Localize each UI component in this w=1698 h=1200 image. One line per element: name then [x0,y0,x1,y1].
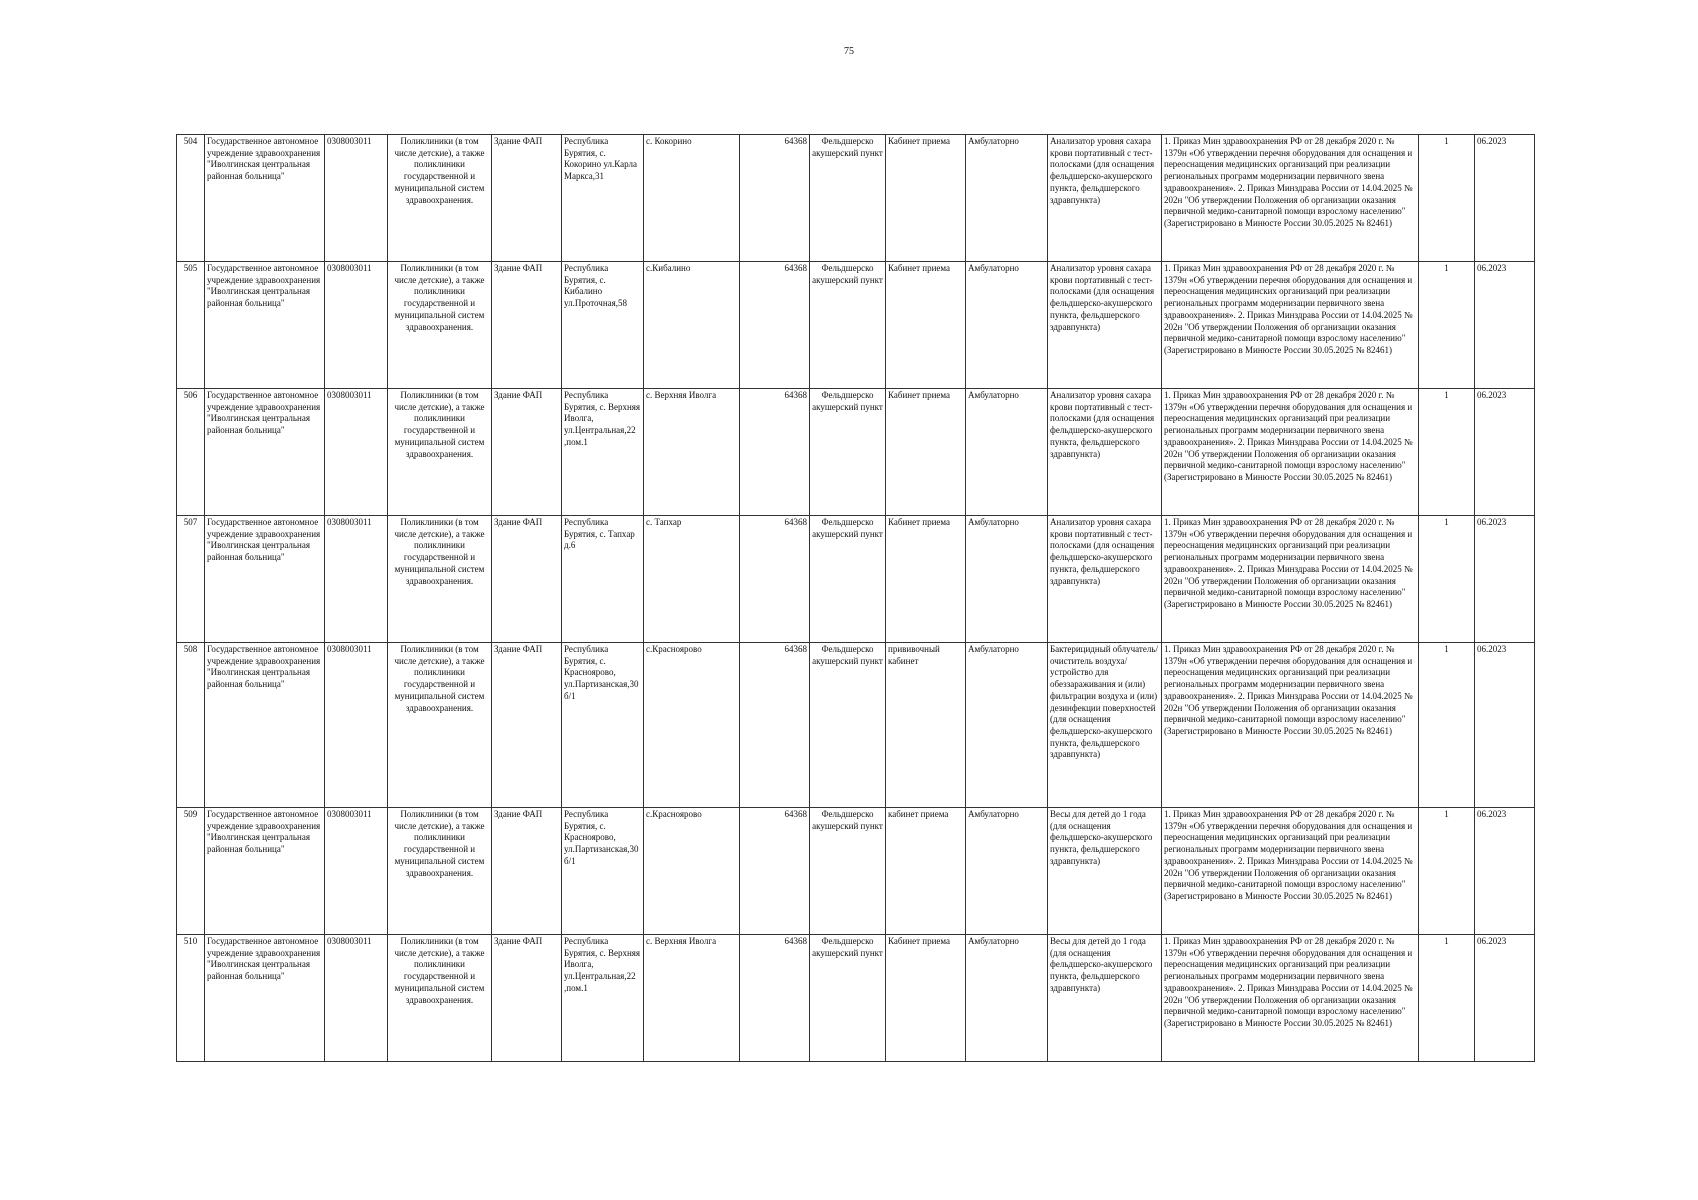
date-cell: 06.2023 [1475,516,1535,643]
code-cell: 0308003011 [325,389,388,516]
table-row [177,516,1535,643]
facility-type-cell: Поликлиники (в том числе детские), а также поликлиники государственной и муниципальной систем здравоохранения. [388,935,492,1062]
legal-basis-cell: 1. Приказ Мин здравоохранения РФ от 28 декабря 2020 г. № 1379н «Об утверждении перечня оборудования для оснащения и переоснащения медицинских организаций при реализации региональных программ модернизации первичного звена здравоохранения». 2. Приказ Минздрава России от 14.04.2025 № 202н "Об утверждении Положения об организации оказания первичной медико-санитарной помощи взрослому населению" (Зарегистрировано в Минюсте России 30.05.2025 № 82461) [1162,643,1419,808]
organization-cell: Государственное автономное учреждение здравоохранения "Иволгинская центральная районная больница" [205,935,325,1062]
address-cell: Республика Бурятия, с. Красноярово, ул.Партизанская,30 б/1 [562,643,644,808]
row-number-cell: 510 [177,935,205,1062]
equipment-cell: Анализатор уровня сахара крови портативный с тест-полосками (для оснащения фельдшерско-акушерского пункта, фельдшерского здравпункта) [1048,389,1162,516]
quantity-cell: 1 [1419,935,1475,1062]
equipment-cell: Весы для детей до 1 года (для оснащения фельдшерско-акушерского пункта, фельдшерского здравпункта) [1048,935,1162,1062]
settlement-cell: с.Кибалино [644,262,740,389]
settlement-cell: с. Тапхар [644,516,740,643]
building-cell: Здание ФАП [492,516,562,643]
oktmo-cell: 64368 [740,808,810,935]
equipment-cell: Анализатор уровня сахара крови портативный с тест-полосками (для оснащения фельдшерско-акушерского пункта, фельдшерского здравпункта) [1048,135,1162,262]
legal-basis-cell: 1. Приказ Мин здравоохранения РФ от 28 декабря 2020 г. № 1379н «Об утверждении перечня оборудования для оснащения и переоснащения медицинских организаций при реализации региональных программ модернизации первичного звена здравоохранения». 2. Приказ Минздрава России от 14.04.2025 № 202н "Об утверждении Положения об организации оказания первичной медико-санитарной помощи взрослому населению" (Зарегистрировано в Минюсте России 30.05.2025 № 82461) [1162,135,1419,262]
room-cell: Кабинет приема [886,516,966,643]
building-cell: Здание ФАП [492,935,562,1062]
oktmo-cell: 64368 [740,516,810,643]
room-cell: Кабинет приема [886,135,966,262]
conditions-cell: Амбулаторно [966,808,1048,935]
building-cell: Здание ФАП [492,808,562,935]
address-cell: Республика Бурятия, с. Верхняя Иволга, ул.Центральная,22 ,пом.1 [562,389,644,516]
settlement-cell: с.Красноярово [644,808,740,935]
code-cell: 0308003011 [325,516,388,643]
organization-cell: Государственное автономное учреждение здравоохранения "Иволгинская центральная районная больница" [205,389,325,516]
building-cell: Здание ФАП [492,643,562,808]
table-row [177,389,1535,516]
oktmo-cell: 64368 [740,262,810,389]
conditions-cell: Амбулаторно [966,643,1048,808]
quantity-cell: 1 [1419,643,1475,808]
room-cell: Кабинет приема [886,935,966,1062]
row-number-cell: 505 [177,262,205,389]
conditions-cell: Амбулаторно [966,935,1048,1062]
facility-type-cell: Поликлиники (в том числе детские), а также поликлиники государственной и муниципальной систем здравоохранения. [388,516,492,643]
unit-cell: Фельдшерско акушерский пункт [810,643,886,808]
date-cell: 06.2023 [1475,808,1535,935]
address-cell: Республика Бурятия, с. Тапхар д.6 [562,516,644,643]
row-number-cell: 506 [177,389,205,516]
date-cell: 06.2023 [1475,643,1535,808]
table-row [177,643,1535,808]
settlement-cell: с. Верхняя Иволга [644,389,740,516]
unit-cell: Фельдшерско акушерский пункт [810,935,886,1062]
address-cell: Республика Бурятия, с. Верхняя Иволга, ул.Центральная,22 ,пом.1 [562,935,644,1062]
oktmo-cell: 64368 [740,935,810,1062]
facility-type-cell: Поликлиники (в том числе детские), а также поликлиники государственной и муниципальной систем здравоохранения. [388,135,492,262]
settlement-cell: с.Красноярово [644,643,740,808]
code-cell: 0308003011 [325,643,388,808]
table-row [177,935,1535,1062]
conditions-cell: Амбулаторно [966,135,1048,262]
organization-cell: Государственное автономное учреждение здравоохранения "Иволгинская центральная районная больница" [205,643,325,808]
quantity-cell: 1 [1419,808,1475,935]
conditions-cell: Амбулаторно [966,516,1048,643]
room-cell: Кабинет приема [886,262,966,389]
building-cell: Здание ФАП [492,135,562,262]
date-cell: 06.2023 [1475,135,1535,262]
organization-cell: Государственное автономное учреждение здравоохранения "Иволгинская центральная районная больница" [205,808,325,935]
oktmo-cell: 64368 [740,135,810,262]
facility-type-cell: Поликлиники (в том числе детские), а также поликлиники государственной и муниципальной систем здравоохранения. [388,808,492,935]
code-cell: 0308003011 [325,135,388,262]
row-number-cell: 509 [177,808,205,935]
facility-type-cell: Поликлиники (в том числе детские), а также поликлиники государственной и муниципальной систем здравоохранения. [388,643,492,808]
code-cell: 0308003011 [325,935,388,1062]
organization-cell: Государственное автономное учреждение здравоохранения "Иволгинская центральная районная больница" [205,516,325,643]
quantity-cell: 1 [1419,135,1475,262]
address-cell: Республика Бурятия, с. Красноярово, ул.Партизанская,30 б/1 [562,808,644,935]
date-cell: 06.2023 [1475,389,1535,516]
address-cell: Республика Бурятия, с. Кибалино ул.Проточная,58 [562,262,644,389]
table-row [177,262,1535,389]
table-row [177,135,1535,262]
conditions-cell: Амбулаторно [966,262,1048,389]
organization-cell: Государственное автономное учреждение здравоохранения "Иволгинская центральная районная больница" [205,262,325,389]
equipment-cell: Весы для детей до 1 года (для оснащения фельдшерско-акушерского пункта, фельдшерского здравпункта) [1048,808,1162,935]
row-number-cell: 507 [177,516,205,643]
code-cell: 0308003011 [325,808,388,935]
oktmo-cell: 64368 [740,643,810,808]
equipment-cell: Анализатор уровня сахара крови портативный с тест-полосками (для оснащения фельдшерско-акушерского пункта, фельдшерского здравпункта) [1048,262,1162,389]
facility-type-cell: Поликлиники (в том числе детские), а также поликлиники государственной и муниципальной систем здравоохранения. [388,389,492,516]
room-cell: прививочный кабинет [886,643,966,808]
settlement-cell: с. Верхняя Иволга [644,935,740,1062]
facility-type-cell: Поликлиники (в том числе детские), а также поликлиники государственной и муниципальной систем здравоохранения. [388,262,492,389]
equipment-cell: Анализатор уровня сахара крови портативный с тест-полосками (для оснащения фельдшерско-акушерского пункта, фельдшерского здравпункта) [1048,516,1162,643]
conditions-cell: Амбулаторно [966,389,1048,516]
code-cell: 0308003011 [325,262,388,389]
room-cell: кабинет приема [886,808,966,935]
legal-basis-cell: 1. Приказ Мин здравоохранения РФ от 28 декабря 2020 г. № 1379н «Об утверждении перечня оборудования для оснащения и переоснащения медицинских организаций при реализации региональных программ модернизации первичного звена здравоохранения». 2. Приказ Минздрава России от 14.04.2025 № 202н "Об утверждении Положения об организации оказания первичной медико-санитарной помощи взрослому населению" (Зарегистрировано в Минюсте России 30.05.2025 № 82461) [1162,516,1419,643]
unit-cell: Фельдшерско акушерский пункт [810,262,886,389]
oktmo-cell: 64368 [740,389,810,516]
quantity-cell: 1 [1419,389,1475,516]
legal-basis-cell: 1. Приказ Мин здравоохранения РФ от 28 декабря 2020 г. № 1379н «Об утверждении перечня оборудования для оснащения и переоснащения медицинских организаций при реализации региональных программ модернизации первичного звена здравоохранения». 2. Приказ Минздрава России от 14.04.2025 № 202н "Об утверждении Положения об организации оказания первичной медико-санитарной помощи взрослому населению" (Зарегистрировано в Минюсте России 30.05.2025 № 82461) [1162,808,1419,935]
legal-basis-cell: 1. Приказ Мин здравоохранения РФ от 28 декабря 2020 г. № 1379н «Об утверждении перечня оборудования для оснащения и переоснащения медицинских организаций при реализации региональных программ модернизации первичного звена здравоохранения». 2. Приказ Минздрава России от 14.04.2025 № 202н "Об утверждении Положения об организации оказания первичной медико-санитарной помощи взрослому населению" (Зарегистрировано в Минюсте России 30.05.2025 № 82461) [1162,389,1419,516]
table-row [177,808,1535,935]
legal-basis-cell: 1. Приказ Мин здравоохранения РФ от 28 декабря 2020 г. № 1379н «Об утверждении перечня оборудования для оснащения и переоснащения медицинских организаций при реализации региональных программ модернизации первичного звена здравоохранения». 2. Приказ Минздрава России от 14.04.2025 № 202н "Об утверждении Положения об организации оказания первичной медико-санитарной помощи взрослому населению" (Зарегистрировано в Минюсте России 30.05.2025 № 82461) [1162,935,1419,1062]
organization-cell: Государственное автономное учреждение здравоохранения "Иволгинская центральная районная больница" [205,135,325,262]
unit-cell: Фельдшерско акушерский пункт [810,135,886,262]
settlement-cell: с. Кокорино [644,135,740,262]
legal-basis-cell: 1. Приказ Мин здравоохранения РФ от 28 декабря 2020 г. № 1379н «Об утверждении перечня оборудования для оснащения и переоснащения медицинских организаций при реализации региональных программ модернизации первичного звена здравоохранения». 2. Приказ Минздрава России от 14.04.2025 № 202н "Об утверждении Положения об организации оказания первичной медико-санитарной помощи взрослому населению" (Зарегистрировано в Минюсте России 30.05.2025 № 82461) [1162,262,1419,389]
equipment-table [176,134,1535,1062]
date-cell: 06.2023 [1475,262,1535,389]
equipment-cell: Бактерицидный облучатель/очиститель воздуха/устройство для обеззараживания и (или) фильтрации воздуха и (или) дезинфекции поверхностей (для оснащения фельдшерско-акушерского пункта, фельдшерского здравпункта) [1048,643,1162,808]
date-cell: 06.2023 [1475,935,1535,1062]
address-cell: Республика Бурятия, с. Кокорино ул.Карла Маркса,31 [562,135,644,262]
quantity-cell: 1 [1419,262,1475,389]
quantity-cell: 1 [1419,516,1475,643]
unit-cell: Фельдшерско акушерский пункт [810,516,886,643]
page-number: 75 [844,46,854,57]
building-cell: Здание ФАП [492,389,562,516]
row-number-cell: 508 [177,643,205,808]
row-number-cell: 504 [177,135,205,262]
building-cell: Здание ФАП [492,262,562,389]
unit-cell: Фельдшерско акушерский пункт [810,808,886,935]
room-cell: Кабинет приема [886,389,966,516]
unit-cell: Фельдшерско акушерский пункт [810,389,886,516]
